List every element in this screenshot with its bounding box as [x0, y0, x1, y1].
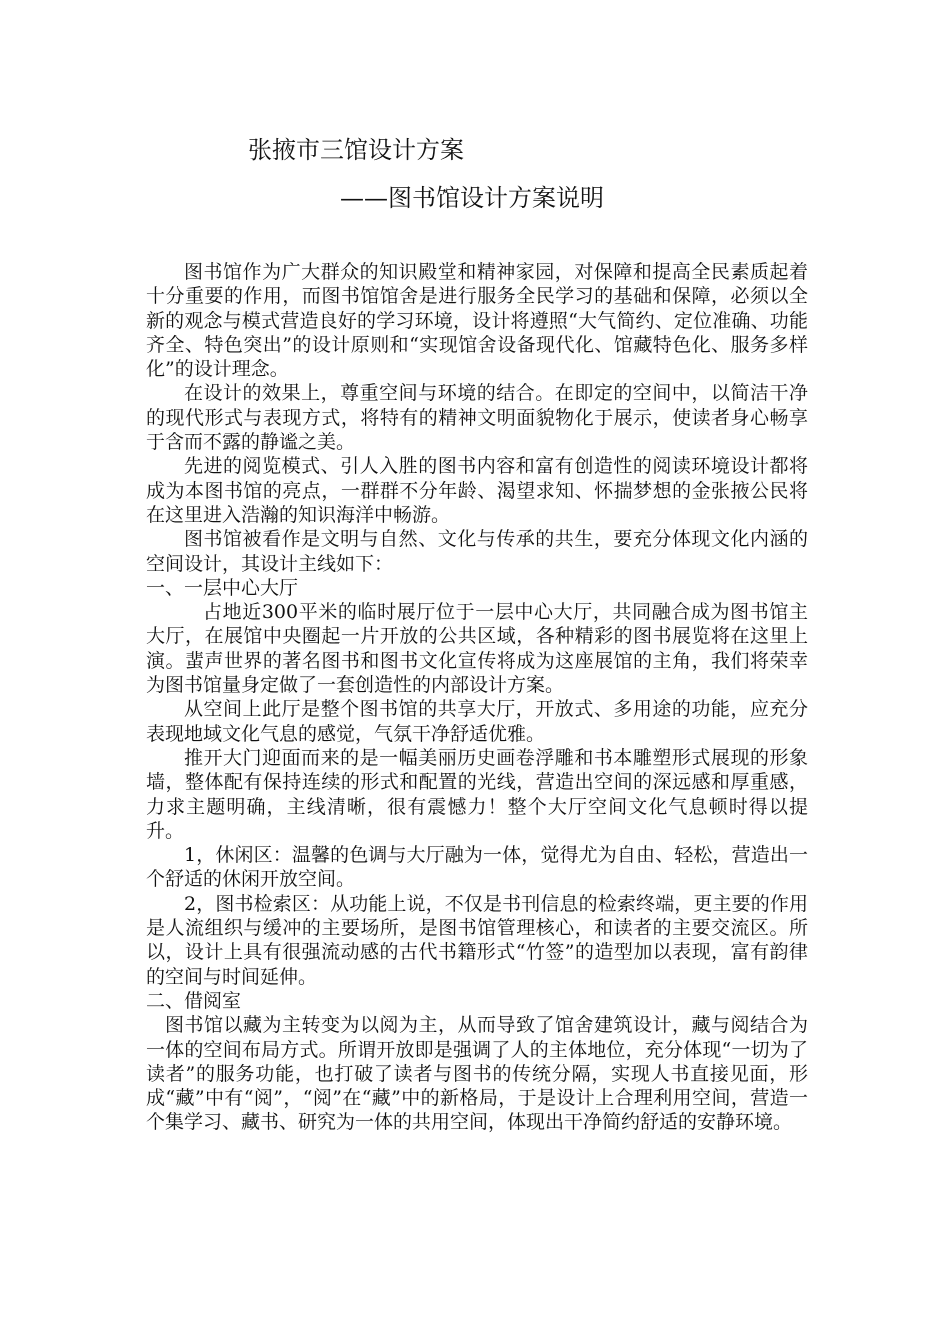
paragraph-reading-mode: 先进的阅览模式、引人入胜的图书内容和富有创造性的阅读环境设计都将成为本图书馆的亮点，一群群不分年龄、渴望求知、怀揣梦想的金张掖公民将在这里进入浩瀚的知识海洋中畅游。	[146, 455, 808, 526]
paragraph-reading-room: 图书馆以藏为主转变为以阅为主，从而导致了馆舍建筑设计，藏与阅结合为一体的空间布局方式。所谓开放即是强调了人的主体地位，充分体现“一切为了读者”的服务功能，也打破了读者与图书的传统分隔，实现人书直接见面，形成“藏”中有“阅”，“阅”在“藏”中的新格局，于是设计上合理利用空间，营造一个集学习、藏书、研究为一体的共用空间，体现出干净简约舒适的安静环境。	[146, 1014, 808, 1134]
document-title: 张掖市三馆设计方案	[248, 136, 464, 164]
document-body	[146, 260, 808, 1135]
paragraph-design-effect: 在设计的效果上，尊重空间与环境的结合。在即定的空间中，以简洁干净的现代形式与表现方式，将特有的精神文明面貌物化于展示，使读者身心畅享于含而不露的静谧之美。	[146, 382, 808, 454]
document-subtitle: ——图书馆设计方案说明	[340, 184, 604, 212]
paragraph-leisure-area: 1，休闲区：温馨的色调与大厅融为一体，觉得尤为自由、轻松，营造出一个舒适的休闲开放空间。	[146, 844, 808, 891]
paragraph-image-wall: 推开大门迎面而来的是一幅美丽历史画卷浮雕和书本雕塑形式展现的形象墙，整体配有保持连续的形式和配置的光线，营造出空间的深远感和厚重感，力求主题明确，主线清晰，很有震憾力！整个大厅空间文化气息顿时得以提升。	[146, 746, 808, 842]
paragraph-intro: 图书馆作为广大群众的知识殿堂和精神家园，对保障和提高全民素质起着十分重要的作用，而图书馆馆舍是进行服务全民学习的基础和保障，必须以全新的观念与模式营造良好的学习环境，设计将遵照“大气简约、定位准确、功能齐全、特色突出”的设计原则和“实现馆舍设备现代化、馆藏特色化、服务多样化”的设计理念。	[146, 261, 808, 381]
paragraph-shared-hall: 从空间上此厅是整个图书馆的共享大厅，开放式、多用途的功能，应充分表现地域文化气息的感觉，气氛干净舒适优雅。	[146, 698, 808, 745]
paragraph-design-mainline: 图书馆被看作是文明与自然、文化与传承的共生，要充分体现文化内涵的空间设计，其设计主线如下：	[146, 528, 808, 575]
section-heading-central-hall: 一、一层中心大厅	[146, 576, 299, 599]
section-heading-reading-room: 二、借阅室	[146, 989, 242, 1012]
paragraph-exhibition-hall: 占地近300平米的临时展厅位于一层中心大厅，共同融合成为图书馆主大厅，在展馆中央圈起一片开放的公共区域，各种精彩的图书展览将在这里上演。蜚声世界的著名图书和图书文化宣传将成为这座展馆的主角，我们将荣幸为图书馆量身定做了一套创造性的内部设计方案。	[146, 601, 808, 697]
paragraph-search-area: 2，图书检索区：从功能上说，不仅是书刊信息的检索终端，更主要的作用是人流组织与缓冲的主要场所，是图书馆管理核心，和读者的主要交流区。所以，设计上具有很强流动感的古代书籍形式“竹签”的造型加以表现，富有韵律的空间与时间延伸。	[146, 892, 808, 988]
